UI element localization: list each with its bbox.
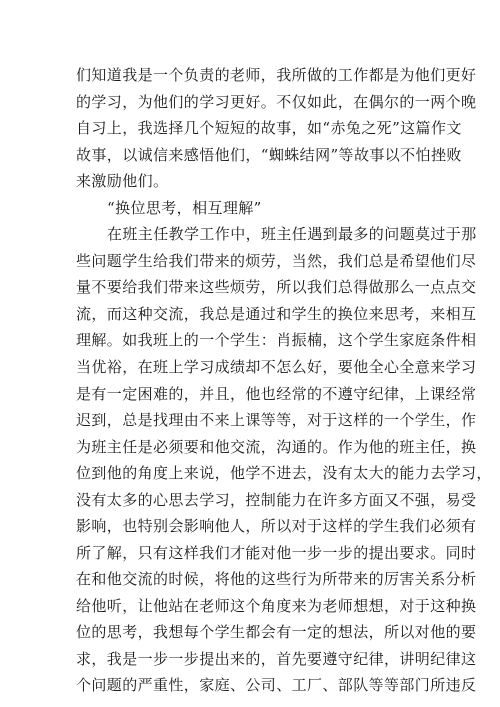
paragraph-2-line-1: 在班主任教学工作中，班主任遇到最多的问题莫过于那 — [107, 225, 477, 244]
paragraph-2-line-18: 个问题的严重性，家庭、公司、工厂、部队等等部门所违反 — [76, 676, 477, 695]
paragraph-2-line-5: 理解。如我班上的一个学生：肖振楠，这个学生家庭条件相 — [76, 331, 477, 350]
paragraph-2-line-3: 量不要给我们带来这些烦劳，所以我们总得做那么一点点交 — [76, 278, 477, 297]
paragraph-1-line-4: 故事，以诚信来感悟他们，“蜘蛛结网”等故事以不怕挫败 — [76, 145, 462, 164]
paragraph-2-line-14: 在和他交流的时候，将他的这些行为所带来的厉害关系分析 — [76, 570, 477, 589]
paragraph-2-line-4: 流，而这种交流，我总是通过和学生的换位来思考，来相互 — [76, 304, 477, 323]
paragraph-2-line-10: 位到他的角度上来说，他学不进去，没有太大的能力去学习， — [76, 464, 492, 483]
paragraph-2-line-16: 位的思考，我想每个学生都会有一定的想法，所以对他的要 — [76, 623, 477, 642]
paragraph-2-line-12: 影响，也特别会影响他人，所以对于这样的学生我们必须有 — [76, 517, 477, 536]
paragraph-2-line-7: 是有一定困难的，并且，他也经常的不遵守纪律，上课经常 — [76, 384, 477, 403]
paragraph-2-line-15: 给他听，让他站在老师这个角度来为老师想想，对于这种换 — [76, 596, 477, 615]
paragraph-2-line-13: 所了解，只有这样我们才能对他一步一步的提出要求。同时 — [76, 543, 477, 562]
paragraph-2-line-9: 为班主任是必须要和他交流，沟通的。作为他的班主任，换 — [76, 437, 477, 456]
section-heading: “换位思考，相互理解” — [107, 198, 262, 217]
paragraph-1-line-5: 来激励他们。 — [76, 172, 169, 191]
paragraph-2-line-2: 些问题学生给我们带来的烦劳，当然，我们总是希望他们尽 — [76, 251, 477, 270]
paragraph-2-line-8: 迟到，总是找理由不来上课等等，对于这样的一个学生，作 — [76, 411, 477, 430]
paragraph-1-line-2: 的学习，为他们的学习更好。不仅如此，在偶尔的一两个晚 — [76, 92, 477, 111]
paragraph-1-line-3: 自习上，我选择几个短短的故事，如“赤兔之死”这篇作文 — [76, 119, 462, 138]
paragraph-2-line-6: 当优裕，在班上学习成绩却不怎么好，要他全心全意来学习 — [76, 357, 477, 376]
paragraph-1-line-1: 们知道我是一个负责的老师，我所做的工作都是为他们更好 — [76, 66, 477, 84]
paragraph-2-line-17: 求，我是一步一步提出来的，首先要遵守纪律，讲明纪律这 — [76, 649, 477, 668]
paragraph-2-line-11: 没有太多的心思去学习，控制能力在许多方面又不强，易受 — [76, 490, 477, 509]
